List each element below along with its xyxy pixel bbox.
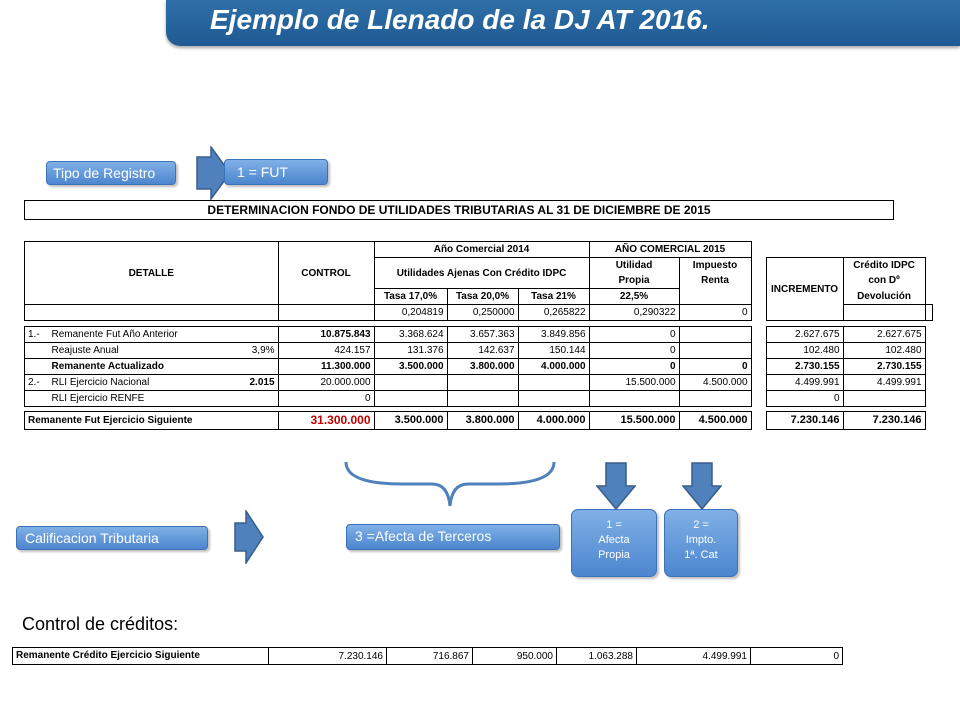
factor: 0 <box>679 305 751 321</box>
table-row <box>25 375 933 391</box>
arrow-down-icon <box>596 462 636 510</box>
table-row <box>25 359 933 375</box>
row-label: Remanente Fut Año Anterior <box>49 327 247 343</box>
afecta-propia-badge <box>571 509 657 577</box>
cell: 3.500.000 <box>374 359 447 375</box>
cell: 4.499.991 <box>637 648 751 665</box>
row-extra <box>247 327 279 343</box>
calificacion-label: Calificacion Tributaria <box>16 526 208 550</box>
cell-incremento: 2.627.675 <box>766 327 843 343</box>
factor: 0,290322 <box>589 305 679 321</box>
row-extra <box>247 391 279 407</box>
cell-incremento: 2.730.155 <box>766 359 843 375</box>
cell: 0 <box>589 327 679 343</box>
total-cell: 4.000.000 <box>518 412 589 430</box>
total-row <box>25 412 933 430</box>
cell-credito: 102.480 <box>843 343 925 359</box>
row-control: 424.157 <box>278 343 374 359</box>
tasa-17: Tasa 17,0% <box>374 289 447 305</box>
badge-line: Afecta <box>598 534 630 546</box>
tasa-22-5: 22,5% <box>589 289 679 305</box>
badge-line: 1ª. Cat <box>684 549 718 561</box>
row-num <box>25 391 49 407</box>
cell <box>679 343 751 359</box>
curly-brace-icon <box>342 458 558 510</box>
tasa-20: Tasa 20,0% <box>447 289 518 305</box>
row-num <box>25 343 49 359</box>
total-control: 31.300.000 <box>278 412 374 430</box>
row-extra <box>247 359 279 375</box>
arrow-right-icon <box>234 510 264 564</box>
cell-credito: 4.499.991 <box>843 375 925 391</box>
col-control-header: CONTROL <box>278 242 374 305</box>
cell: 3.657.363 <box>447 327 518 343</box>
ac2015-header: AÑO COMERCIAL 2015 <box>589 242 751 258</box>
cell <box>447 391 518 407</box>
badge-line: 2 = <box>693 519 709 531</box>
page-title: Ejemplo de Llenado de la DJ AT 2016. <box>210 4 710 35</box>
control-creditos-label: Remanente Crédito Ejercicio Siguiente <box>13 648 269 665</box>
table-row <box>25 327 933 343</box>
impto-primera-cat-badge <box>664 509 738 577</box>
row-control: 0 <box>278 391 374 407</box>
credito-header-1: Crédito IDPC <box>843 258 925 274</box>
total-cell: 3.800.000 <box>447 412 518 430</box>
badge-line: 1 = <box>606 519 622 531</box>
fut-header-title: DETERMINACION FONDO DE UTILIDADES TRIBUTARIAS AL 31 DE DICIEMBRE DE 2015 <box>24 200 894 220</box>
cell <box>518 391 589 407</box>
cell: 716.867 <box>387 648 473 665</box>
ac2014-header: Año Comercial 2014 <box>374 242 589 258</box>
row-label: RLI Ejercicio Nacional <box>49 375 247 391</box>
cell <box>374 391 447 407</box>
cell: 950.000 <box>473 648 557 665</box>
table-row <box>25 343 933 359</box>
row-label: Remanente Actualizado <box>49 359 247 375</box>
cell: 0 <box>679 359 751 375</box>
cell-incremento: 102.480 <box>766 343 843 359</box>
cell <box>518 375 589 391</box>
total-incremento: 7.230.146 <box>766 412 843 430</box>
cell: 7.230.146 <box>269 648 387 665</box>
col-detalle-header: DETALLE <box>25 242 279 305</box>
cell <box>374 375 447 391</box>
cell: 150.144 <box>518 343 589 359</box>
credito-header-3: Devolución <box>843 289 925 305</box>
cell: 142.637 <box>447 343 518 359</box>
cell: 1.063.288 <box>557 648 637 665</box>
row-control: 10.875.843 <box>278 327 374 343</box>
row-control: 20.000.000 <box>278 375 374 391</box>
row-extra: 3,9% <box>247 343 279 359</box>
incremento-header: INCREMENTO <box>766 258 843 321</box>
cell: 0 <box>751 648 843 665</box>
impuesto-header-2: Renta <box>679 273 751 289</box>
badge-line: Impto. <box>685 534 717 546</box>
propia-header-1: Utilidad <box>589 258 679 274</box>
cell: 3.368.624 <box>374 327 447 343</box>
total-cell: 15.500.000 <box>589 412 679 430</box>
cell-incremento: 0 <box>766 391 843 407</box>
tasa-21: Tasa 21% <box>518 289 589 305</box>
tipo-registro-value: 1 = FUT <box>224 159 328 185</box>
cell: 3.800.000 <box>447 359 518 375</box>
factor: 0,265822 <box>518 305 589 321</box>
cell-incremento: 4.499.991 <box>766 375 843 391</box>
cell: 15.500.000 <box>589 375 679 391</box>
table-row <box>25 391 933 407</box>
cell <box>447 375 518 391</box>
fut-table <box>24 241 933 430</box>
cell: 0 <box>589 359 679 375</box>
row-label: Reajuste Anual <box>49 343 247 359</box>
tipo-registro-label: Tipo de Registro <box>46 161 176 185</box>
credito-header-2: con Dº <box>843 273 925 289</box>
cell <box>679 391 751 407</box>
cell: 3.849.856 <box>518 327 589 343</box>
badge-line: Propia <box>598 549 630 561</box>
afecta-terceros-badge: 3 =Afecta de Terceros <box>346 524 560 550</box>
factor: 0,204819 <box>374 305 447 321</box>
cell: 0 <box>589 343 679 359</box>
cell: 131.376 <box>374 343 447 359</box>
control-creditos-title: Control de créditos: <box>22 614 179 634</box>
table-row <box>13 648 843 665</box>
cell-credito: 2.730.155 <box>843 359 925 375</box>
cell: 4.000.000 <box>518 359 589 375</box>
total-cell: 3.500.000 <box>374 412 447 430</box>
control-creditos-table <box>12 647 843 665</box>
row-extra: 2.015 <box>247 375 279 391</box>
total-credito: 7.230.146 <box>843 412 925 430</box>
impuesto-header-1: Impuesto <box>679 258 751 274</box>
row-num: 1.- <box>25 327 49 343</box>
cell-credito <box>843 391 925 407</box>
propia-header-2: Propia <box>589 273 679 289</box>
total-label: Remanente Fut Ejercicio Siguiente <box>25 412 279 430</box>
cell <box>589 391 679 407</box>
arrow-down-icon <box>682 462 722 510</box>
ajenas-header: Utilidades Ajenas Con Crédito IDPC <box>374 258 589 289</box>
total-cell: 4.500.000 <box>679 412 751 430</box>
cell <box>679 327 751 343</box>
cell-credito: 2.627.675 <box>843 327 925 343</box>
row-num <box>25 359 49 375</box>
cell: 4.500.000 <box>679 375 751 391</box>
row-num: 2.- <box>25 375 49 391</box>
factor: 0,250000 <box>447 305 518 321</box>
row-label: RLI Ejercicio RENFE <box>49 391 247 407</box>
row-control: 11.300.000 <box>278 359 374 375</box>
